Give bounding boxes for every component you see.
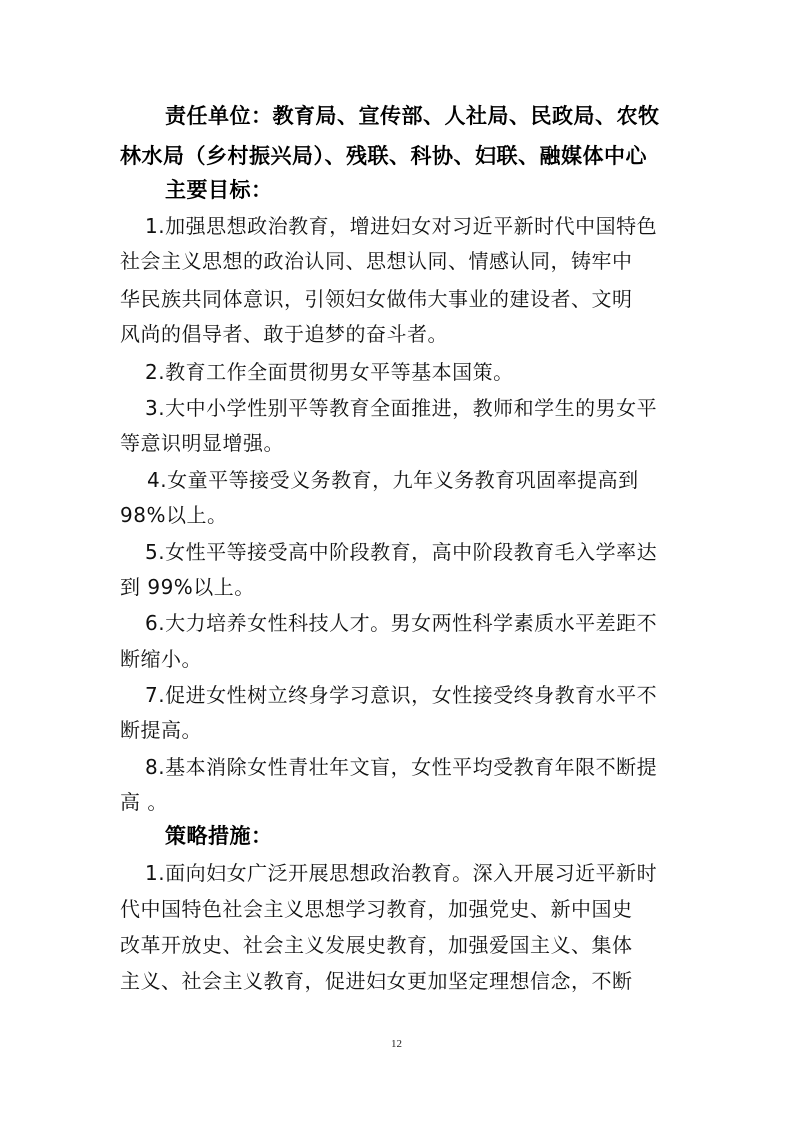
goal-8-line-1: 8.基本消除女性青壮年文盲，女性平均受教育年限不断提 — [145, 755, 658, 779]
goal-1-line-2: 社会主义思想的政治认同、思想认同、情感认同，铸牢中 — [120, 249, 633, 273]
measure-1-line-3: 改革开放史、社会主义发展史教育，加强爱国主义、集体 — [120, 933, 633, 957]
goal-1-line-1: 1.加强思想政治教育，增进妇女对习近平新时代中国特色 — [145, 214, 658, 238]
goal-5-line-1: 5.女性平等接受高中阶段教育，高中阶段教育毛入学率达 — [145, 540, 658, 564]
responsible-units-line-2: 林水局（乡村振兴局）、残联、科协、妇联、融媒体中心 — [120, 144, 647, 168]
goal-6-line-2: 断缩小。 — [120, 647, 202, 671]
goal-1-line-4: 风尚的倡导者、敢于追梦的奋斗者。 — [120, 322, 448, 346]
strategy-measures-heading: 策略措施： — [165, 824, 273, 848]
page-number: 12 — [391, 1038, 402, 1050]
goal-4-line-2: 98%以上。 — [120, 503, 228, 527]
goal-2-line-1: 2.教育工作全面贯彻男女平等基本国策。 — [145, 360, 514, 384]
responsible-units-line-1: 责任单位：教育局、宣传部、人社局、民政局、农牧 — [165, 104, 660, 128]
measure-1-line-1: 1.面向妇女广泛开展思想政治教育。深入开展习近平新时 — [145, 861, 658, 885]
goal-5-line-2: 到 99%以上。 — [120, 575, 255, 599]
goal-3-line-2: 等意识明显增强。 — [120, 431, 284, 455]
measure-1-line-4: 主义、社会主义教育，促进妇女更加坚定理想信念，不断 — [120, 969, 633, 993]
goal-7-line-2: 断提高。 — [120, 718, 202, 742]
goal-8-line-2: 高 。 — [120, 790, 168, 814]
measure-1-line-2: 代中国特色社会主义思想学习教育，加强党史、新中国史 — [120, 897, 633, 921]
goal-6-line-1: 6.大力培养女性科技人才。男女两性科学素质水平差距不 — [145, 611, 658, 635]
goal-1-line-3: 华民族共同体意识，引领妇女做伟大事业的建设者、文明 — [120, 287, 633, 311]
main-goals-heading: 主要目标： — [165, 178, 273, 202]
goal-3-line-1: 3.大中小学性别平等教育全面推进，教师和学生的男女平 — [145, 396, 658, 420]
goal-4-line-1: 4.女童平等接受义务教育，九年义务教育巩固率提高到 — [147, 468, 639, 492]
goal-7-line-1: 7.促进女性树立终身学习意识，女性接受终身教育水平不 — [145, 683, 658, 707]
